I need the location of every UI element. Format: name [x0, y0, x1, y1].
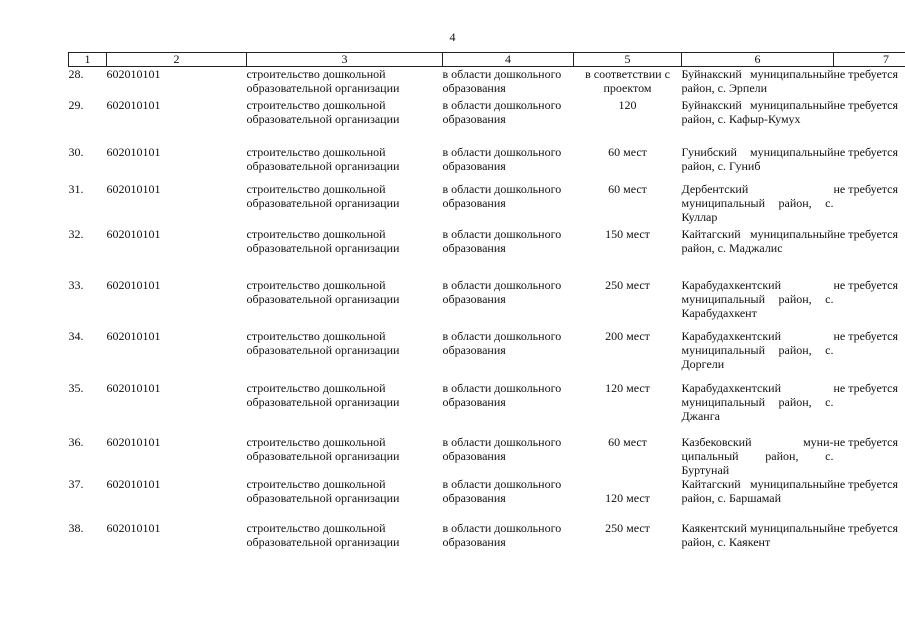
header-row	[69, 53, 905, 67]
activity-cell: строительство дошкольной образовательной организации	[246, 98, 400, 126]
activity-cell: строительство дошкольной образовательной организации	[246, 278, 400, 306]
column-header-6: 6	[682, 53, 834, 67]
row-number: 29.	[68, 98, 84, 112]
column-header-1: 1	[69, 53, 107, 67]
requirement-cell: не требуется	[833, 182, 899, 196]
activity-cell: строительство дошкольной образовательной организации	[246, 145, 400, 173]
table-row	[69, 477, 905, 521]
capacity-cell: 250 мест	[605, 521, 650, 535]
object-code: 602010101	[106, 278, 161, 292]
object-code: 602010101	[106, 477, 161, 491]
row-number: 31.	[68, 182, 84, 196]
row-number: 32.	[68, 227, 84, 241]
row-number: 34.	[68, 329, 84, 343]
location-cell: Буйнакский муниципальный район, с. Эрпели	[681, 67, 834, 95]
row-number: 33.	[68, 278, 84, 292]
field-cell: в области дошкольного образования	[442, 278, 562, 306]
capacity-cell: 250 мест	[605, 278, 650, 292]
location-cell: Казбековский муни-ципальный район, с. Буртунай	[681, 435, 834, 477]
table-row	[69, 145, 905, 182]
requirement-cell: не требуется	[833, 521, 899, 535]
table-row	[69, 435, 905, 477]
location-cell: Карабудахкентский муниципальный район, с. Карабудахкент	[681, 278, 834, 320]
row-number: 28.	[68, 67, 84, 81]
column-header-3: 3	[247, 53, 443, 67]
requirement-cell: не требуется	[833, 435, 899, 449]
activity-cell: строительство дошкольной образовательной организации	[246, 227, 400, 255]
field-cell: в области дошкольного образования	[442, 67, 562, 95]
capacity-value: 120 мест	[605, 491, 650, 505]
object-code: 602010101	[106, 67, 161, 81]
field-cell: в области дошкольного образования	[442, 98, 562, 126]
object-code: 602010101	[106, 98, 161, 112]
location-cell: Гунибский муниципальный район, с. Гуниб	[681, 145, 834, 173]
object-code: 602010101	[106, 182, 161, 196]
location-cell: Буйнакский муниципальный район, с. Кафыр-Кумух	[681, 98, 834, 126]
activity-cell: строительство дошкольной образовательной организации	[246, 521, 400, 549]
location-cell: Карабудахкентский муниципальный район, с. Джанга	[681, 381, 834, 423]
field-cell: в области дошкольного образования	[442, 145, 562, 173]
field-cell: в области дошкольного образования	[442, 329, 562, 357]
column-header-4: 4	[443, 53, 574, 67]
field-cell: в области дошкольного образования	[442, 435, 562, 463]
page-number: 4	[449, 30, 456, 44]
capacity-cell: 150 мест	[605, 227, 650, 241]
row-number: 30.	[68, 145, 84, 159]
field-cell: в области дошкольного образования	[442, 521, 562, 549]
field-cell: в области дошкольного образования	[442, 182, 562, 210]
object-code: 602010101	[106, 381, 161, 395]
column-header-5: 5	[574, 53, 682, 67]
activity-cell: строительство дошкольной образовательной организации	[246, 381, 400, 409]
requirement-cell: не требуется	[833, 227, 899, 241]
location-cell: Кайтагский муниципальный район, с. Маджалис	[681, 227, 834, 255]
column-header-7: 7	[834, 53, 905, 67]
table-row	[69, 381, 905, 435]
requirement-cell: не требуется	[833, 67, 899, 81]
object-code: 602010101	[106, 227, 161, 241]
field-cell: в области дошкольного образования	[442, 227, 562, 255]
objects-table	[68, 52, 905, 573]
table-row	[69, 521, 905, 573]
table-row	[69, 98, 905, 145]
location-cell: Дербентский муниципальный район, с. Куллар	[681, 182, 834, 224]
table-row	[69, 329, 905, 381]
requirement-cell: не требуется	[833, 98, 899, 112]
capacity-cell: 60 мест	[608, 182, 647, 196]
row-number: 35.	[68, 381, 84, 395]
activity-cell: строительство дошкольной образовательной организации	[246, 67, 400, 95]
field-cell: в области дошкольного образования	[442, 381, 562, 409]
capacity-cell: 200 мест	[605, 329, 650, 343]
field-cell: в области дошкольного образования	[442, 477, 562, 505]
activity-cell: строительство дошкольной образовательной организации	[246, 182, 400, 210]
location-cell: Карабудахкентский муниципальный район, с. Доргели	[681, 329, 834, 371]
object-code: 602010101	[106, 145, 161, 159]
capacity-cell: 120	[618, 98, 637, 112]
requirement-cell: не требуется	[833, 381, 899, 395]
column-header-2: 2	[107, 53, 247, 67]
capacity-cell: 120 мест	[605, 381, 650, 395]
capacity-cell: 60 мест	[608, 145, 647, 159]
capacity-cell	[574, 477, 682, 521]
capacity-cell: 60 мест	[608, 435, 647, 449]
object-code: 602010101	[106, 435, 161, 449]
row-number: 37.	[68, 477, 84, 491]
location-cell: Кайтагский муниципальный район, с. Баршамай	[681, 477, 834, 505]
table-row	[69, 227, 905, 278]
table-row	[69, 182, 905, 227]
activity-cell: строительство дошкольной образовательной организации	[246, 329, 400, 357]
location-cell: Каякентский муниципальный район, с. Каякент	[681, 521, 834, 549]
requirement-cell: не требуется	[833, 278, 899, 292]
table-row	[69, 278, 905, 329]
row-number: 38.	[68, 521, 84, 535]
requirement-cell: не требуется	[833, 329, 899, 343]
activity-cell: строительство дошкольной образовательной организации	[246, 435, 400, 463]
row-number: 36.	[68, 435, 84, 449]
activity-cell: строительство дошкольной образовательной организации	[246, 477, 400, 505]
requirement-cell: не требуется	[833, 145, 899, 159]
capacity-cell: в соответствии с проектом	[585, 67, 670, 95]
requirement-cell: не требуется	[833, 477, 899, 491]
object-code: 602010101	[106, 521, 161, 535]
table-row	[69, 67, 905, 99]
object-code: 602010101	[106, 329, 161, 343]
